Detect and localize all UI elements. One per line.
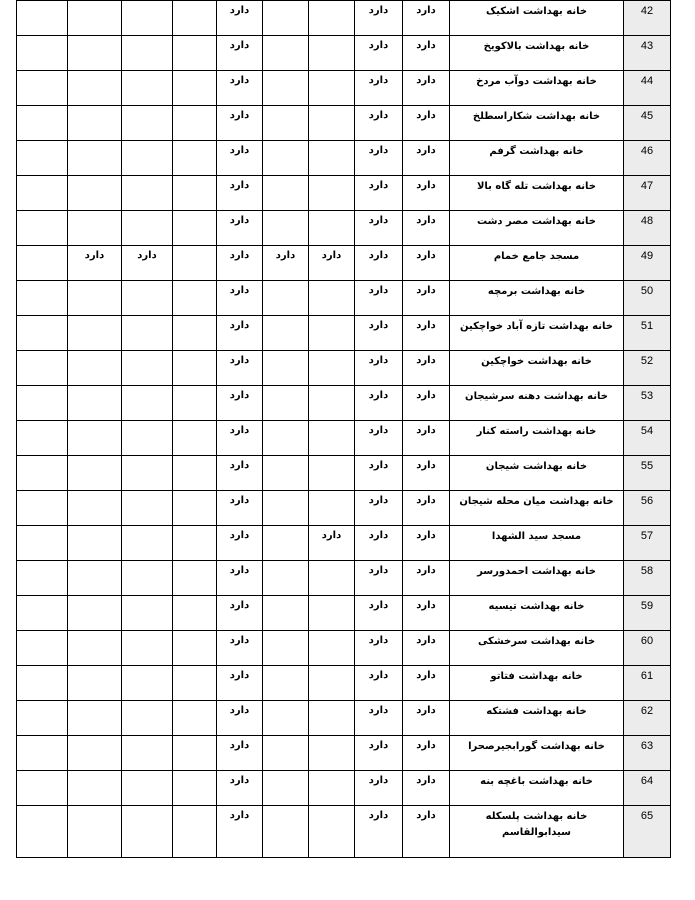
status-cell (68, 71, 122, 106)
status-cell (173, 36, 217, 71)
status-cell: دارد (217, 141, 263, 176)
status-cell: دارد (217, 526, 263, 561)
table-row (17, 771, 671, 806)
status-cell (309, 71, 355, 106)
status-cell: دارد (217, 36, 263, 71)
status-cell (68, 456, 122, 491)
status-cell: دارد (217, 456, 263, 491)
table-row (17, 316, 671, 351)
table-row (17, 421, 671, 456)
facility-name: خانه بهداشت شکاراسطلخ (450, 106, 624, 141)
status-cell: دارد (355, 316, 403, 351)
status-cell (68, 631, 122, 666)
facility-name: خانه بهداشت فتاتو (450, 666, 624, 701)
facility-name: خانه بهداشت سرخشکی (450, 631, 624, 666)
status-cell (68, 281, 122, 316)
status-cell: دارد (403, 561, 450, 596)
row-number: 48 (624, 211, 671, 246)
status-cell (309, 141, 355, 176)
status-cell: دارد (403, 491, 450, 526)
status-cell (122, 351, 173, 386)
status-cell (68, 666, 122, 701)
status-cell (173, 141, 217, 176)
facility-name: مسجد جامع خمام (450, 246, 624, 281)
status-cell (68, 316, 122, 351)
status-cell: دارد (403, 246, 450, 281)
facility-name: خانه بهداشت اشکیک (450, 1, 624, 36)
status-cell (309, 631, 355, 666)
status-cell: دارد (263, 246, 309, 281)
status-cell: دارد (217, 351, 263, 386)
status-cell (309, 561, 355, 596)
facility-name: خانه بهداشت شیجان (450, 456, 624, 491)
status-cell (17, 526, 68, 561)
status-cell (122, 771, 173, 806)
table-row (17, 281, 671, 316)
status-cell: دارد (217, 281, 263, 316)
status-cell (263, 281, 309, 316)
status-cell (309, 771, 355, 806)
status-cell: دارد (355, 631, 403, 666)
status-cell (263, 141, 309, 176)
status-cell (68, 211, 122, 246)
status-cell (68, 1, 122, 36)
table-row (17, 1, 671, 36)
status-cell (263, 386, 309, 421)
facilities-table (16, 0, 671, 858)
status-cell (122, 456, 173, 491)
status-cell (122, 596, 173, 631)
status-cell (263, 631, 309, 666)
status-cell (263, 176, 309, 211)
row-number: 54 (624, 421, 671, 456)
status-cell (68, 351, 122, 386)
status-cell (309, 701, 355, 736)
status-cell: دارد (217, 421, 263, 456)
status-cell: دارد (217, 211, 263, 246)
status-cell (173, 1, 217, 36)
status-cell (173, 71, 217, 106)
table-row (17, 736, 671, 771)
status-cell: دارد (355, 526, 403, 561)
status-cell (263, 736, 309, 771)
status-cell (17, 806, 68, 858)
status-cell: دارد (355, 106, 403, 141)
facility-name: خانه بهداشت گورابجیرصحرا (450, 736, 624, 771)
status-cell (17, 491, 68, 526)
status-cell (263, 701, 309, 736)
status-cell (68, 176, 122, 211)
status-cell (173, 316, 217, 351)
status-cell: دارد (403, 806, 450, 858)
status-cell (309, 176, 355, 211)
status-cell (173, 456, 217, 491)
status-cell: دارد (309, 246, 355, 281)
table-row (17, 141, 671, 176)
status-cell: دارد (403, 386, 450, 421)
status-cell: دارد (403, 666, 450, 701)
status-cell: دارد (403, 36, 450, 71)
status-cell (122, 71, 173, 106)
status-cell (309, 806, 355, 858)
status-cell (17, 141, 68, 176)
status-cell (122, 561, 173, 596)
table-row (17, 806, 671, 858)
row-number: 58 (624, 561, 671, 596)
row-number: 42 (624, 1, 671, 36)
status-cell: دارد (217, 1, 263, 36)
row-number: 64 (624, 771, 671, 806)
status-cell: دارد (403, 316, 450, 351)
status-cell: دارد (403, 526, 450, 561)
table-row (17, 211, 671, 246)
table-row (17, 491, 671, 526)
status-cell: دارد (355, 141, 403, 176)
status-cell (122, 631, 173, 666)
status-cell (173, 351, 217, 386)
status-cell (17, 211, 68, 246)
status-cell: دارد (355, 456, 403, 491)
status-cell: دارد (403, 736, 450, 771)
status-cell: دارد (403, 631, 450, 666)
status-cell (309, 736, 355, 771)
status-cell (173, 281, 217, 316)
facility-name: خانه بهداشت تیسیه (450, 596, 624, 631)
table-row (17, 386, 671, 421)
table-row (17, 351, 671, 386)
status-cell (263, 316, 309, 351)
status-cell (122, 316, 173, 351)
table-row (17, 526, 671, 561)
status-cell: دارد (355, 561, 403, 596)
status-cell (68, 106, 122, 141)
status-cell (173, 421, 217, 456)
table-body (17, 1, 671, 858)
status-cell (263, 771, 309, 806)
status-cell (68, 141, 122, 176)
row-number: 51 (624, 316, 671, 351)
status-cell: دارد (355, 1, 403, 36)
status-cell (68, 736, 122, 771)
status-cell: دارد (309, 526, 355, 561)
status-cell (122, 701, 173, 736)
status-cell (263, 36, 309, 71)
status-cell: دارد (403, 141, 450, 176)
status-cell (309, 456, 355, 491)
status-cell: دارد (403, 211, 450, 246)
table-row (17, 36, 671, 71)
facility-name: خانه بهداشت احمدورسر (450, 561, 624, 596)
status-cell (173, 106, 217, 141)
facility-name: خانه بهداشت تله گاه بالا (450, 176, 624, 211)
facility-name: خانه بهداشت میان محله شیجان (450, 491, 624, 526)
status-cell (68, 806, 122, 858)
status-cell (309, 281, 355, 316)
status-cell (173, 806, 217, 858)
status-cell (17, 36, 68, 71)
status-cell: دارد (217, 561, 263, 596)
status-cell (309, 491, 355, 526)
status-cell (173, 526, 217, 561)
status-cell (68, 771, 122, 806)
status-cell (68, 526, 122, 561)
table-row (17, 631, 671, 666)
row-number: 50 (624, 281, 671, 316)
status-cell (309, 211, 355, 246)
status-cell (17, 631, 68, 666)
status-cell (263, 71, 309, 106)
status-cell (173, 631, 217, 666)
row-number: 59 (624, 596, 671, 631)
status-cell: دارد (403, 281, 450, 316)
status-cell (263, 1, 309, 36)
status-cell (17, 701, 68, 736)
facility-name: خانه بهداشت باغچه بنه (450, 771, 624, 806)
facility-name: خانه بهداشت تازه آباد خواچکین (450, 316, 624, 351)
status-cell (17, 176, 68, 211)
status-cell (309, 386, 355, 421)
status-cell (17, 316, 68, 351)
facility-name: خانه بهداشت بالاکویخ (450, 36, 624, 71)
status-cell: دارد (122, 246, 173, 281)
status-cell (122, 491, 173, 526)
status-cell (263, 491, 309, 526)
table-row (17, 456, 671, 491)
status-cell (68, 421, 122, 456)
status-cell (309, 351, 355, 386)
status-cell: دارد (403, 421, 450, 456)
status-cell (122, 281, 173, 316)
facility-name: خانه بهداشت پلسکله سیدابوالقاسم (450, 806, 624, 858)
status-cell (263, 211, 309, 246)
status-cell (263, 596, 309, 631)
status-cell: دارد (403, 351, 450, 386)
status-cell (122, 176, 173, 211)
facility-name: مسجد سید الشهدا (450, 526, 624, 561)
table-row (17, 106, 671, 141)
status-cell (122, 806, 173, 858)
row-number: 57 (624, 526, 671, 561)
status-cell: دارد (403, 596, 450, 631)
status-cell: دارد (355, 771, 403, 806)
table-row (17, 701, 671, 736)
status-cell: دارد (217, 386, 263, 421)
status-cell (173, 491, 217, 526)
status-cell: دارد (355, 281, 403, 316)
status-cell: دارد (355, 736, 403, 771)
status-cell (173, 771, 217, 806)
status-cell (309, 421, 355, 456)
status-cell (68, 36, 122, 71)
status-cell: دارد (68, 246, 122, 281)
status-cell (173, 596, 217, 631)
status-cell (17, 736, 68, 771)
row-number: 43 (624, 36, 671, 71)
status-cell: دارد (355, 491, 403, 526)
facility-name: خانه بهداشت خواچکین (450, 351, 624, 386)
facility-name: خانه بهداشت مصر دشت (450, 211, 624, 246)
status-cell (309, 1, 355, 36)
status-cell (122, 36, 173, 71)
row-number: 65 (624, 806, 671, 858)
status-cell (263, 561, 309, 596)
status-cell (122, 421, 173, 456)
status-cell: دارد (217, 316, 263, 351)
status-cell: دارد (403, 176, 450, 211)
status-cell (17, 1, 68, 36)
status-cell (68, 701, 122, 736)
status-cell: دارد (217, 596, 263, 631)
status-cell: دارد (403, 1, 450, 36)
status-cell (309, 666, 355, 701)
row-number: 60 (624, 631, 671, 666)
row-number: 52 (624, 351, 671, 386)
status-cell: دارد (217, 631, 263, 666)
row-number: 56 (624, 491, 671, 526)
row-number: 45 (624, 106, 671, 141)
status-cell: دارد (355, 806, 403, 858)
status-cell: دارد (355, 176, 403, 211)
status-cell (68, 596, 122, 631)
status-cell: دارد (355, 351, 403, 386)
status-cell: دارد (355, 246, 403, 281)
status-cell (122, 386, 173, 421)
status-cell (263, 106, 309, 141)
status-cell (17, 106, 68, 141)
status-cell (17, 281, 68, 316)
table-row (17, 666, 671, 701)
status-cell: دارد (217, 176, 263, 211)
status-cell: دارد (403, 701, 450, 736)
status-cell (309, 36, 355, 71)
row-number: 53 (624, 386, 671, 421)
status-cell (263, 666, 309, 701)
status-cell (173, 561, 217, 596)
status-cell (68, 491, 122, 526)
status-cell: دارد (217, 71, 263, 106)
row-number: 46 (624, 141, 671, 176)
status-cell: دارد (355, 596, 403, 631)
row-number: 63 (624, 736, 671, 771)
table-row (17, 561, 671, 596)
table-row (17, 71, 671, 106)
status-cell (173, 246, 217, 281)
status-cell: دارد (355, 211, 403, 246)
facility-name: خانه بهداشت برمچه (450, 281, 624, 316)
status-cell (122, 106, 173, 141)
status-cell: دارد (217, 666, 263, 701)
status-cell: دارد (403, 71, 450, 106)
status-cell (263, 806, 309, 858)
table-row (17, 246, 671, 281)
status-cell: دارد (355, 386, 403, 421)
status-cell (173, 176, 217, 211)
status-cell (263, 421, 309, 456)
status-cell: دارد (355, 666, 403, 701)
status-cell (17, 456, 68, 491)
status-cell (17, 71, 68, 106)
row-number: 44 (624, 71, 671, 106)
status-cell: دارد (403, 771, 450, 806)
status-cell (309, 106, 355, 141)
status-cell: دارد (355, 36, 403, 71)
status-cell (173, 701, 217, 736)
facility-name: خانه بهداشت فشتکه (450, 701, 624, 736)
status-cell (17, 421, 68, 456)
status-cell (173, 211, 217, 246)
status-cell (263, 526, 309, 561)
status-cell: دارد (217, 491, 263, 526)
status-cell (263, 351, 309, 386)
status-cell (17, 771, 68, 806)
row-number: 61 (624, 666, 671, 701)
row-number: 55 (624, 456, 671, 491)
status-cell: دارد (403, 456, 450, 491)
status-cell: دارد (355, 71, 403, 106)
status-cell (122, 141, 173, 176)
status-cell (17, 246, 68, 281)
status-cell (309, 316, 355, 351)
status-cell (122, 666, 173, 701)
status-cell (309, 596, 355, 631)
status-cell (17, 351, 68, 386)
facility-name: خانه بهداشت دهنه سرشیجان (450, 386, 624, 421)
status-cell (68, 386, 122, 421)
status-cell: دارد (355, 701, 403, 736)
status-cell: دارد (217, 106, 263, 141)
status-cell (122, 526, 173, 561)
status-cell (17, 561, 68, 596)
status-cell: دارد (355, 421, 403, 456)
facility-name: خانه بهداشت گرفم (450, 141, 624, 176)
status-cell: دارد (217, 771, 263, 806)
status-cell (122, 1, 173, 36)
status-cell (17, 596, 68, 631)
status-cell: دارد (403, 106, 450, 141)
facility-name: خانه بهداشت دوآب مردخ (450, 71, 624, 106)
status-cell: دارد (217, 736, 263, 771)
status-cell (263, 456, 309, 491)
status-cell: دارد (217, 806, 263, 858)
row-number: 62 (624, 701, 671, 736)
table-row (17, 596, 671, 631)
status-cell (68, 561, 122, 596)
status-cell (17, 386, 68, 421)
status-cell (173, 666, 217, 701)
status-cell (122, 736, 173, 771)
status-cell (122, 211, 173, 246)
status-cell: دارد (217, 701, 263, 736)
status-cell (173, 736, 217, 771)
status-cell (17, 666, 68, 701)
facility-name: خانه بهداشت راسته کنار (450, 421, 624, 456)
row-number: 49 (624, 246, 671, 281)
row-number: 47 (624, 176, 671, 211)
table-row (17, 176, 671, 211)
status-cell: دارد (217, 246, 263, 281)
status-cell (173, 386, 217, 421)
